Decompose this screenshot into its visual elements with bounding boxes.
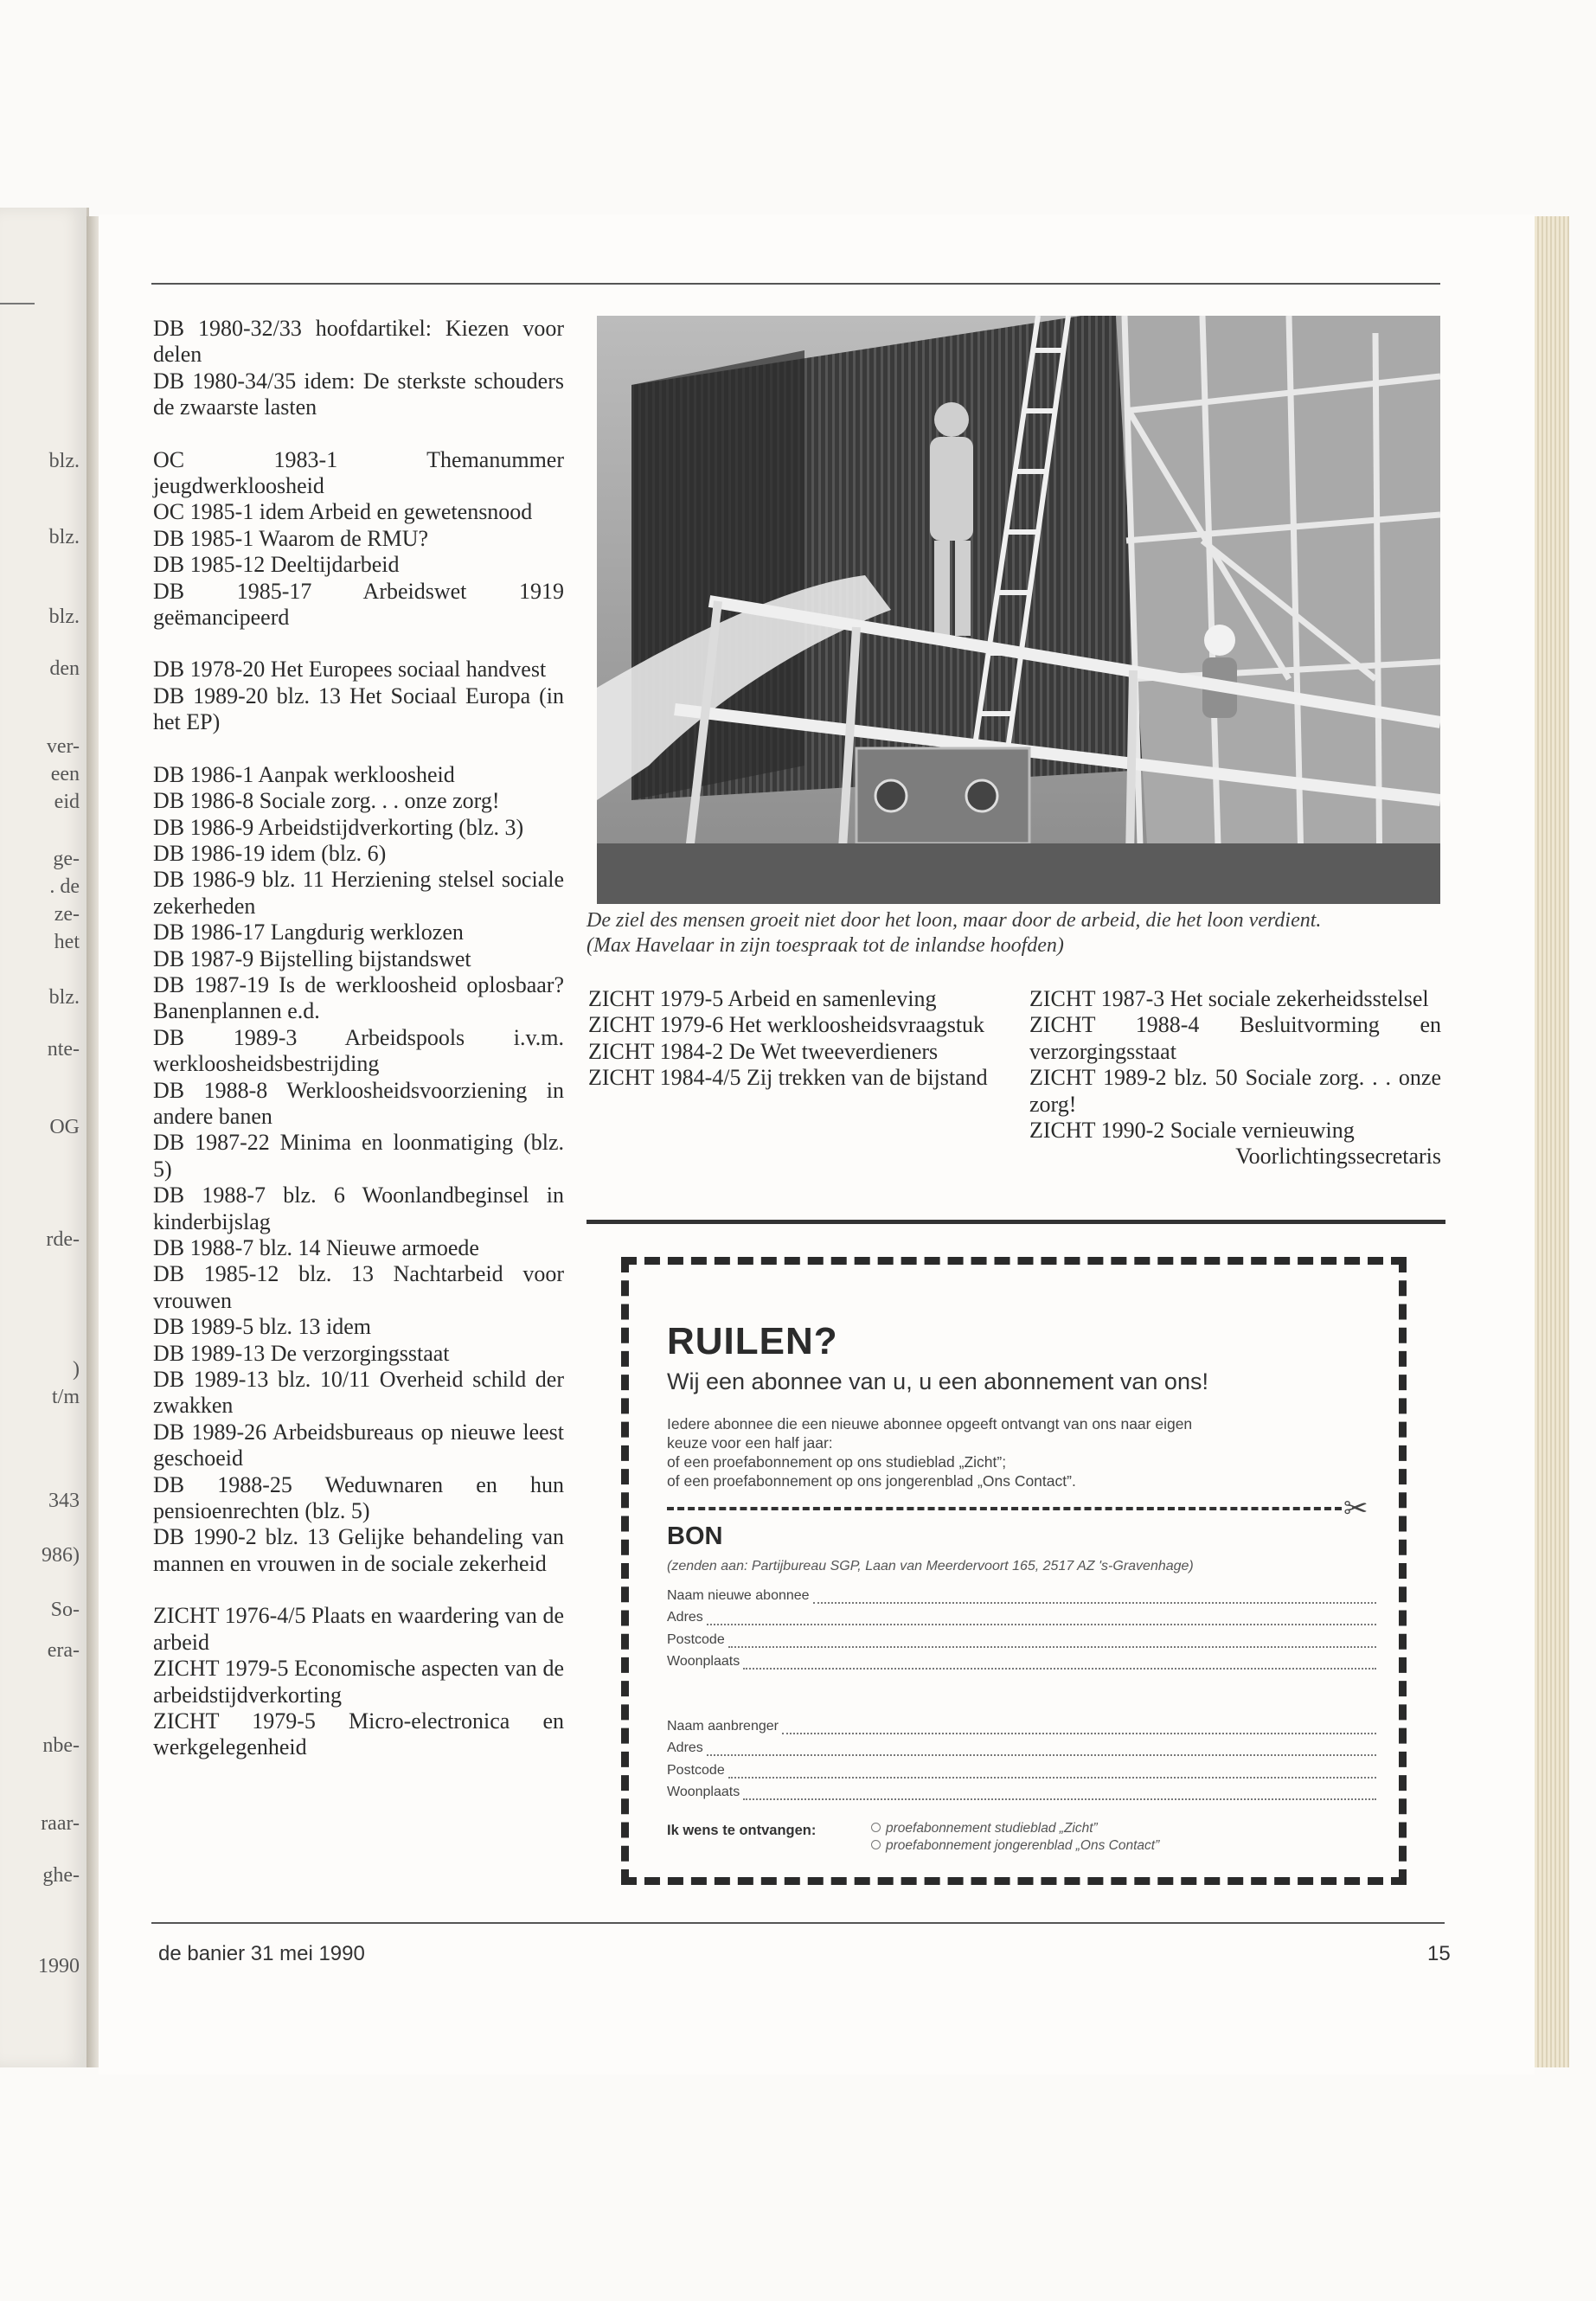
reference-item: DB 1989-13 De verzorgingsstaat	[153, 1340, 450, 1366]
previous-page-fragment: t/m	[51, 1386, 80, 1408]
bottom-rule	[151, 1922, 1445, 1924]
section-rule	[586, 1220, 1445, 1224]
reference-item: DB 1989-20 blz. 13 Het Sociaal Europa (in het EP)	[153, 683, 564, 735]
scaffolding-photo	[597, 316, 1440, 904]
form-field[interactable]	[667, 1625, 1376, 1648]
option-label: proefabonnement jongerenblad „Ons Contact”	[886, 1838, 1160, 1853]
previous-page-fragment: een	[50, 763, 80, 785]
previous-page-fragment: )	[73, 1358, 80, 1381]
previous-page-fragment: nte-	[47, 1038, 80, 1061]
top-rule	[151, 283, 1440, 285]
previous-page-edge	[0, 208, 89, 2067]
previous-page-fragment: era-	[47, 1639, 80, 1662]
zicht-reference-item: ZICHT 1990-2 Sociale vernieuwing	[1029, 1118, 1355, 1144]
form-field-line[interactable]	[728, 1636, 1376, 1648]
send-to-address: (zenden aan: Partijbureau SGP, Laan van Meerdervoort 165, 2517 AZ 's-Gravenhage)	[667, 1559, 1194, 1574]
caption-quote: De ziel des mensen groeit niet door het loon, maar door de arbeid, die het loon verdient.	[586, 909, 1322, 932]
form-field[interactable]	[667, 1604, 1376, 1626]
form-field-label: Woonplaats	[667, 1654, 740, 1669]
reference-item: DB 1987-9 Bijstelling bijstandswet	[153, 945, 471, 971]
radio-icon	[871, 1823, 881, 1832]
subscription-coupon	[621, 1257, 1407, 1885]
form-field-line[interactable]	[707, 1744, 1376, 1756]
form-field[interactable]	[667, 1756, 1376, 1779]
previous-page-fragment: blz.	[48, 606, 80, 628]
option-zicht[interactable]	[871, 1820, 1159, 1837]
reference-list-column	[153, 316, 564, 1761]
photo-illustration	[597, 316, 1440, 904]
radio-icon	[871, 1840, 881, 1849]
reference-item: DB 1986-9 blz. 11 Herziening stelsel sociale zekerheden	[153, 867, 564, 919]
coupon-body-line: Iedere abonnee die een nieuwe abonnee opgeeft ontvangt van ons naar eigen	[667, 1415, 1193, 1433]
reference-item: DB 1988-7 blz. 14 Nieuwe armoede	[153, 1235, 479, 1260]
form-field-label: Postcode	[667, 1631, 725, 1647]
option-label: proefabonnement studieblad „Zicht”	[886, 1821, 1098, 1836]
caption-attribution: (Max Havelaar in zijn toespraak tot de inlandse hoofden)	[586, 934, 1064, 957]
reference-item: DB 1990-2 blz. 13 Gelijke behandeling van mannen en vrouwen in de sociale zekerheid	[153, 1524, 564, 1576]
reference-item: DB 1986-9 Arbeidstijdverkorting (blz. 3)	[153, 814, 524, 840]
group-spacer	[153, 1577, 564, 1603]
coupon-subtitle: Wij een abonnee van u, u een abonnement van ons!	[667, 1368, 1208, 1394]
footer-page-number: 15	[1427, 1942, 1451, 1965]
group-spacer	[153, 736, 564, 762]
reference-item: DB 1986-1 Aanpak werkloosheid	[153, 761, 455, 787]
receive-options	[871, 1820, 1159, 1855]
previous-page-fragment: So-	[50, 1599, 80, 1621]
cut-line	[667, 1507, 1342, 1510]
reference-item: ZICHT 1979-5 Micro-electronica en werkgelegenheid	[153, 1708, 564, 1760]
reference-item: DB 1989-5 blz. 13 idem	[153, 1314, 372, 1340]
page-stack-edge	[1535, 216, 1569, 2067]
reference-item: DB 1989-13 blz. 10/11 Overheid schild der zwakken	[153, 1367, 564, 1419]
reference-item: DB 1985-12 Deeltijdarbeid	[153, 552, 400, 578]
form-field-label: Adres	[667, 1610, 703, 1625]
form-field[interactable]	[667, 1779, 1376, 1801]
previous-page-fragment: 1990	[38, 1955, 80, 1977]
reference-item: DB 1988-25 Weduwnaren en hun pensioenrechten (blz. 5)	[153, 1471, 564, 1524]
previous-page-fragment: den	[49, 657, 80, 680]
reference-item: DB 1989-26 Arbeidsbureaus op nieuwe leest geschoeid	[153, 1419, 564, 1471]
form-field-line[interactable]	[782, 1722, 1376, 1734]
previous-page-fragment: . de	[49, 875, 80, 898]
reference-item: DB 1987-19 Is de werkloosheid oplosbaar? Banenplannen e.d.	[153, 971, 564, 1024]
zicht-list-left	[588, 986, 1000, 1092]
form-field[interactable]	[667, 1734, 1376, 1757]
zicht-reference-item: ZICHT 1984-2 De Wet tweeverdieners	[588, 1038, 939, 1064]
previous-page-fragment: nbe-	[42, 1734, 80, 1757]
reference-item: OC 1983-1 Themanummer jeugdwerkloosheid	[153, 446, 564, 499]
reference-item: DB 1986-17 Langdurig werklozen	[153, 920, 464, 945]
zicht-reference-item: ZICHT 1987-3 Het sociale zekerheidsstelsel	[1029, 986, 1429, 1011]
previous-page-fragment: ge-	[53, 848, 80, 870]
reference-item: ZICHT 1979-5 Economische aspecten van de arbeidstijdverkorting	[153, 1656, 564, 1708]
reference-item: DB 1985-1 Waarom de RMU?	[153, 525, 429, 551]
reference-item: DB 1980-32/33 hoofdartikel: Kiezen voor delen	[153, 316, 564, 368]
coupon-body	[667, 1414, 1376, 1490]
footer-publication: de banier 31 mei 1990	[158, 1942, 365, 1965]
reference-item: DB 1986-19 idem (blz. 6)	[153, 840, 387, 866]
previous-page-fragment: blz.	[48, 450, 80, 472]
zicht-reference-item: ZICHT 1984-4/5 Zij trekken van de bijstand	[588, 1065, 988, 1091]
reference-item: DB 1989-3 Arbeidspools i.v.m. werkloosheidsbestrijding	[153, 1024, 564, 1077]
signature: Voorlichtingssecretaris	[1235, 1144, 1441, 1170]
receive-label: Ik wens te ontvangen:	[667, 1823, 817, 1838]
reference-item: DB 1985-17 Arbeidswet 1919 geëmancipeerd	[153, 578, 564, 631]
zicht-reference-item: ZICHT 1979-5 Arbeid en samenleving	[588, 986, 937, 1011]
previous-page-rule	[0, 303, 35, 304]
previous-page-fragment: het	[54, 931, 80, 953]
reference-item: DB 1987-22 Minima en loonmatiging (blz. 5)	[153, 1130, 564, 1182]
reference-item: DB 1980-34/35 idem: De sterkste schouders de zwaarste lasten	[153, 368, 564, 420]
previous-page-fragment: blz.	[48, 526, 80, 548]
bon-heading: BON	[667, 1522, 723, 1550]
coupon-body-line: of een proefabonnement op ons jongerenblad „Ons Contact”.	[667, 1472, 1076, 1490]
scissors-icon: ✂	[1343, 1492, 1368, 1525]
previous-page-fragment: ghe-	[42, 1864, 80, 1887]
previous-page-fragment: 986)	[42, 1544, 80, 1567]
previous-page-fragment: OG	[49, 1116, 80, 1138]
form-field-label: Postcode	[667, 1762, 725, 1778]
form-field-label: Naam aanbrenger	[667, 1718, 779, 1734]
zicht-list-right	[1029, 986, 1441, 1170]
reference-item: DB 1986-8 Sociale zorg. . . onze zorg!	[153, 788, 500, 814]
referrer-fields	[667, 1712, 1376, 1800]
new-subscriber-fields	[667, 1581, 1376, 1670]
form-field-line[interactable]	[813, 1592, 1376, 1604]
coupon-body-line: of een proefabonnement op ons studieblad „Zicht”;	[667, 1453, 1007, 1471]
previous-page-fragment: 343	[48, 1490, 80, 1512]
reference-item: DB 1978-20 Het Europees sociaal handvest	[153, 657, 547, 683]
form-field-label: Naam nieuwe abonnee	[667, 1587, 810, 1603]
previous-page-fragment: ze-	[54, 903, 80, 926]
form-field-label: Adres	[667, 1740, 703, 1755]
reference-item: DB 1988-7 blz. 6 Woonlandbeginsel in kinderbijslag	[153, 1183, 564, 1234]
form-field[interactable]	[667, 1712, 1376, 1734]
book-spine	[87, 216, 99, 2067]
previous-page-fragment: ver-	[46, 735, 80, 758]
previous-page-fragment: eid	[54, 791, 80, 813]
form-field-label: Woonplaats	[667, 1785, 740, 1799]
form-field-line[interactable]	[743, 1657, 1376, 1670]
zicht-reference-item: ZICHT 1989-2 blz. 50 Sociale zorg. . . onze zorg!	[1029, 1065, 1441, 1117]
photo-caption	[586, 908, 1443, 958]
group-spacer	[153, 421, 564, 447]
reference-item: DB 1985-12 blz. 13 Nachtarbeid voor vrouwen	[153, 1261, 564, 1313]
form-field-line[interactable]	[707, 1613, 1376, 1625]
zicht-reference-item: ZICHT 1988-4 Besluitvorming en verzorgingsstaat	[1029, 1012, 1441, 1064]
coupon-body-line: keuze voor een half jaar:	[667, 1434, 833, 1452]
coupon-title: RUILEN?	[667, 1320, 838, 1362]
zicht-reference-item: ZICHT 1979-6 Het werkloosheidsvraagstuk	[588, 1012, 985, 1038]
previous-page-fragment: rde-	[46, 1228, 80, 1251]
previous-page-fragment: blz.	[48, 986, 80, 1009]
reference-item: ZICHT 1976-4/5 Plaats en waardering van de arbeid	[153, 1603, 564, 1655]
form-field[interactable]	[667, 1648, 1376, 1670]
group-spacer	[153, 631, 564, 657]
reference-item: DB 1988-8 Werkloosheidsvoorziening in andere banen	[153, 1077, 564, 1129]
option-ons-contact[interactable]	[871, 1837, 1159, 1855]
form-field-line[interactable]	[728, 1766, 1376, 1779]
form-field-line[interactable]	[743, 1788, 1376, 1800]
previous-page-fragment: raar-	[41, 1812, 80, 1835]
reference-item: OC 1985-1 idem Arbeid en gewetensnood	[153, 499, 533, 525]
form-field[interactable]	[667, 1581, 1376, 1604]
